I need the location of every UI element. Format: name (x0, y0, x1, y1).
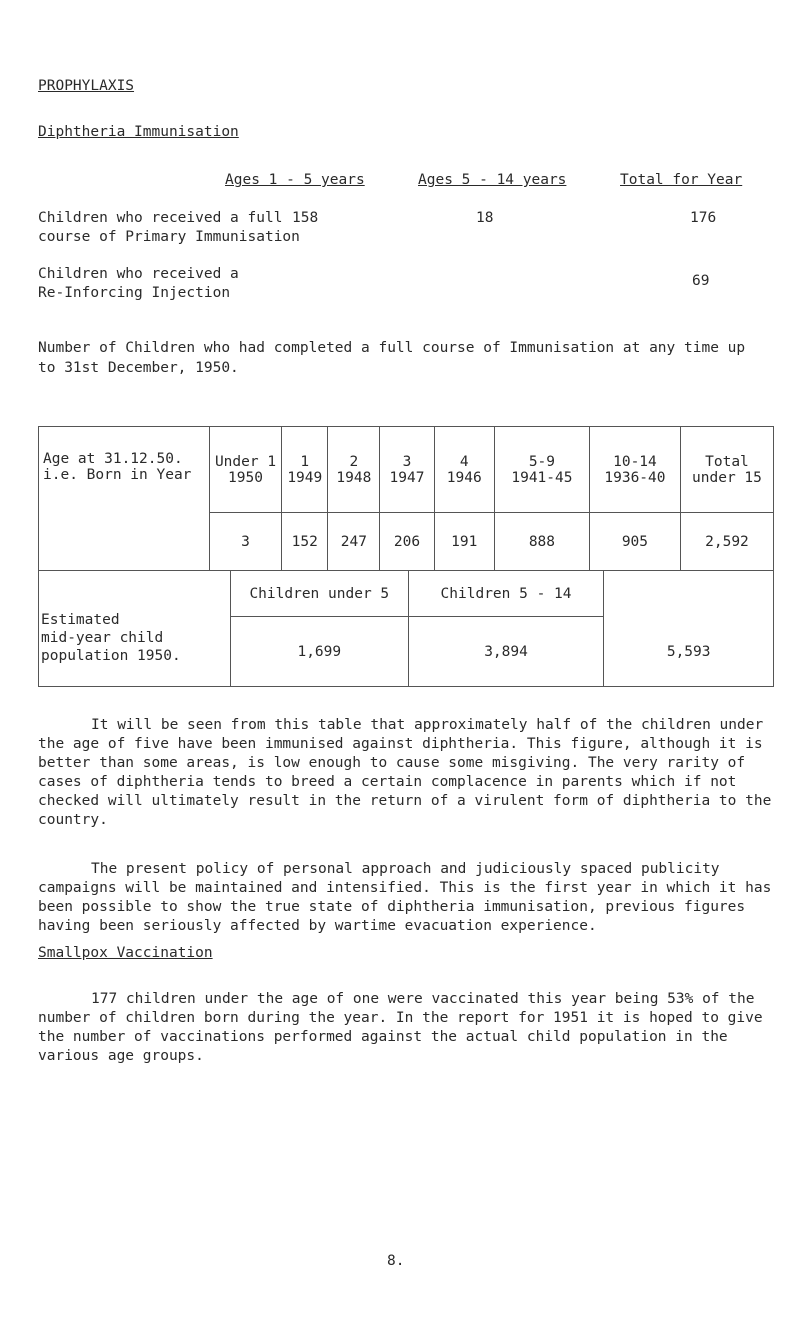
age-col-label: 4 (459, 453, 469, 470)
diphtheria-subheading: Diphtheria Immunisation (38, 124, 239, 140)
row1-label-line2: course of Primary Immunisation (38, 229, 300, 245)
row1-value-ages-1-5: 158 (292, 210, 319, 226)
age-col-4 (434, 427, 494, 513)
age-col-label: 2 (349, 453, 359, 470)
immunised-count-total: 2,592 (680, 513, 773, 571)
age-col-10-14 (589, 427, 680, 513)
age-col-3 (380, 427, 434, 513)
five-to-14-header: Children 5 - 14 (408, 571, 604, 617)
immunised-count-3: 206 (380, 513, 434, 571)
smallpox-subheading: Smallpox Vaccination (38, 945, 213, 961)
age-col-label: 10-14 (613, 453, 657, 470)
row2-value-total: 69 (692, 273, 710, 289)
col-header-ages-1-5: Ages 1 - 5 years (225, 172, 365, 188)
population-table (38, 570, 774, 687)
under5-header: Children under 5 (230, 571, 408, 617)
population-total-value: 5,593 (604, 571, 774, 687)
age-col-5-9 (494, 427, 589, 513)
five-to-14-population-value: 3,894 (408, 617, 604, 687)
smallpox-paragraph: 177 children under the age of one were vaccinated this year being 53% of the number of children born during the year. In the report for 1951 it is hoped to give the number of vaccinations performed against the actual child population in the various age groups. (38, 991, 763, 1064)
age-col-label: Under 1 (214, 453, 277, 470)
page-number: 8. (387, 1253, 405, 1269)
paragraph-approximately-half: It will be seen from this table that approximately half of the children under the age of five have been immunised against diphtheria. This figure, although it is better than some areas, is low enough to cause some misgiving. The very rarity of cases of diphtheria tends to breed a certain complacence in parents which if not checked will ultimately result in the return of a virulent form of diphtheria to the country. (38, 717, 772, 828)
page-heading: PROPHYLAXIS (38, 78, 135, 94)
paragraph-present-policy: The present policy of personal approach and judiciously spaced publicity campaigns will be maintained and intensified. This is the first year in which it has been possible to show the true state of diphtheria immunisation, previous figures having been seriously affected by wartime evacuation experience. (38, 861, 772, 934)
completed-course-note-line1: Number of Children who had completed a full course of Immunisation at any time up (38, 340, 746, 356)
age-table-label-line2: i.e. Born in Year (43, 467, 192, 483)
age-col-label: 3 (402, 453, 412, 470)
age-table-label-line1: Age at 31.12.50. (43, 451, 183, 467)
row1-label-line1: Children who received a full (38, 210, 283, 226)
completed-course-note-line2: to 31st December, 1950. (38, 360, 239, 376)
age-col-total (680, 427, 773, 513)
age-col-1 (282, 427, 328, 513)
age-col-under1 (209, 427, 282, 513)
population-label-line2: mid-year child (41, 630, 164, 646)
col-header-ages-5-14: Ages 5 - 14 years (418, 172, 567, 188)
immunised-count-under1: 3 (209, 513, 282, 571)
immunised-count-5-9: 888 (494, 513, 589, 571)
birth-year-label: 1949 (287, 469, 323, 486)
row2-label-line1: Children who received a (38, 266, 239, 282)
birth-year-label: under 15 (692, 469, 762, 486)
age-table (38, 426, 774, 571)
immunised-count-1: 152 (282, 513, 328, 571)
birth-year-label: 1946 (446, 469, 482, 486)
population-label-line3: population 1950. (41, 648, 181, 664)
age-col-label: 5-9 (528, 453, 556, 470)
birth-year-label: 1950 (228, 469, 263, 486)
population-label-line1: Estimated (41, 612, 120, 628)
row1-value-total: 176 (690, 210, 717, 226)
immunised-count-2: 247 (328, 513, 380, 571)
birth-year-label: 1941-45 (511, 469, 573, 486)
row1-value-ages-5-14: 18 (476, 210, 494, 226)
age-col-label: Total (705, 453, 749, 470)
birth-year-label: 1936-40 (604, 469, 666, 486)
age-col-label: 1 (300, 453, 310, 470)
birth-year-label: 1947 (389, 469, 425, 486)
population-label-cell (39, 571, 231, 687)
immunised-count-4: 191 (434, 513, 494, 571)
col-header-total: Total for Year (620, 172, 743, 188)
age-table-label-cell (39, 427, 210, 571)
immunised-count-10-14: 905 (589, 513, 680, 571)
under5-population-value: 1,699 (230, 617, 408, 687)
age-col-2 (328, 427, 380, 513)
birth-year-label: 1948 (336, 469, 372, 486)
row2-label-line2: Re-Inforcing Injection (38, 285, 231, 301)
